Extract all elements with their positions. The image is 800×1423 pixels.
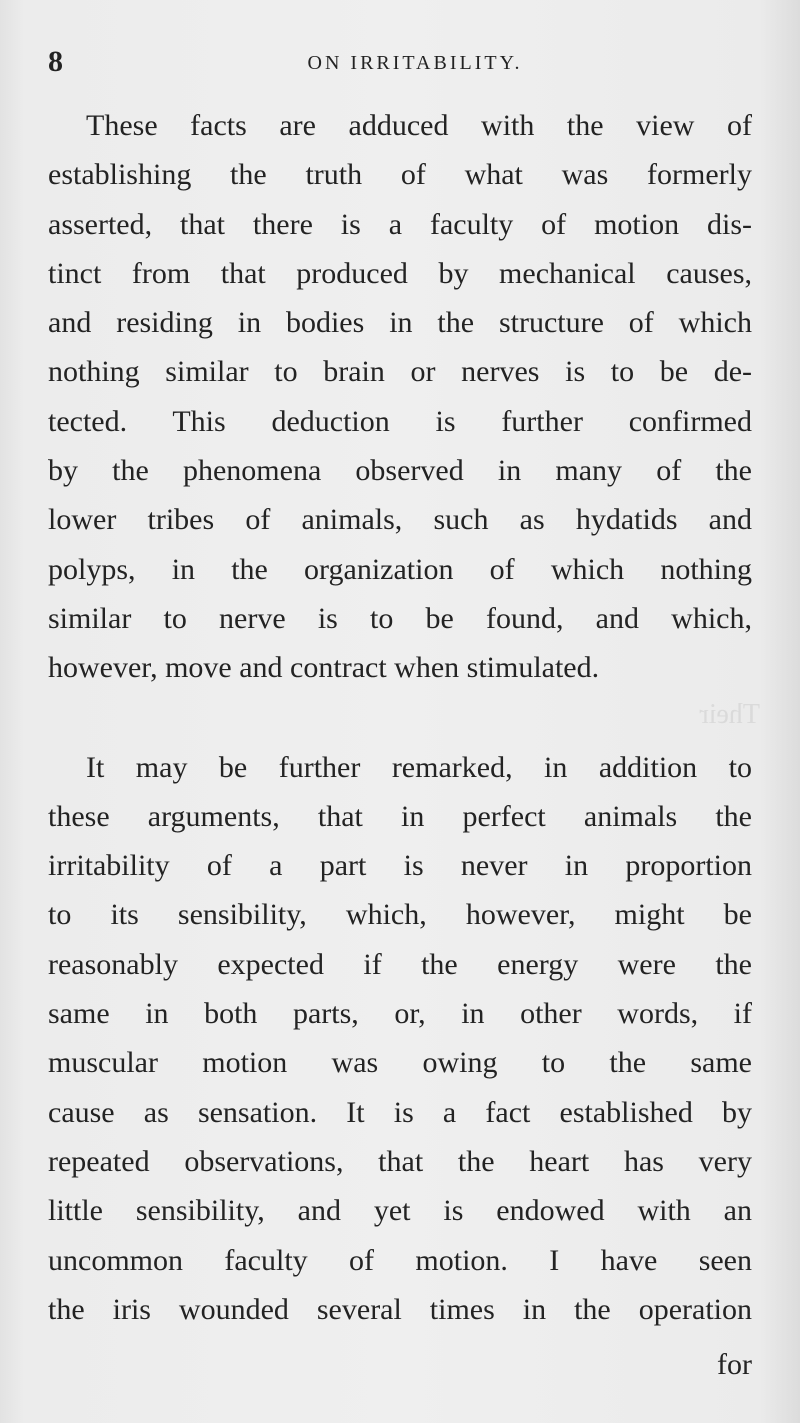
paragraph-gap [48,693,752,743]
text-line: establishing the truth of what was formerly [48,158,752,192]
text-line: tected. This deduction is further confirmed [48,404,752,438]
text-line: nothing similar to brain or nerves is to be de- [48,355,752,389]
catchword: for [717,1348,752,1381]
text-line: little sensibility, and yet is endowed with an [48,1194,752,1228]
text-line: cause as sensation. It is a fact established by [48,1095,752,1129]
page-number: 8 [48,45,63,78]
text-line: repeated observations, that the heart has very [48,1144,752,1178]
text-line: however, move and contract when stimulated. [48,651,600,685]
text-line: reasonably expected if the energy were the [48,947,752,981]
text-line: and residing in bodies in the structure of which [48,306,752,340]
text-line: similar to nerve is to be found, and which, [48,601,752,635]
text-line: polyps, in the organization of which nothing [48,552,752,586]
page-header [48,44,752,84]
text-line: muscular motion was owing to the same [48,1046,752,1080]
text-line: uncommon faculty of motion. I have seen [48,1243,752,1277]
bleed-through-text: Their [699,699,760,730]
running-head: ON IRRITABILITY. [307,52,523,74]
body-text [48,101,752,1334]
text-line: to its sensibility, which, however, might be [48,898,752,932]
text-line: These facts are adduced with the view of [86,109,752,142]
text-line: same in both parts, or, in other words, if [48,997,752,1031]
text-line: It may be further remarked, in addition to [86,750,752,784]
text-line: lower tribes of animals, such as hydatids and [48,503,752,537]
text-line: these arguments, that in perfect animals the [48,799,752,833]
paragraph-1 [48,101,752,693]
text-line: tinct from that produced by mechanical causes, [48,256,752,290]
text-line: asserted, that there is a faculty of motion dis- [48,207,752,241]
paragraph-2 [48,743,752,1335]
text-line: the iris wounded several times in the operation [48,1292,752,1326]
text-line: by the phenomena observed in many of the [48,454,752,488]
text-line: irritability of a part is never in proportion [48,849,752,883]
